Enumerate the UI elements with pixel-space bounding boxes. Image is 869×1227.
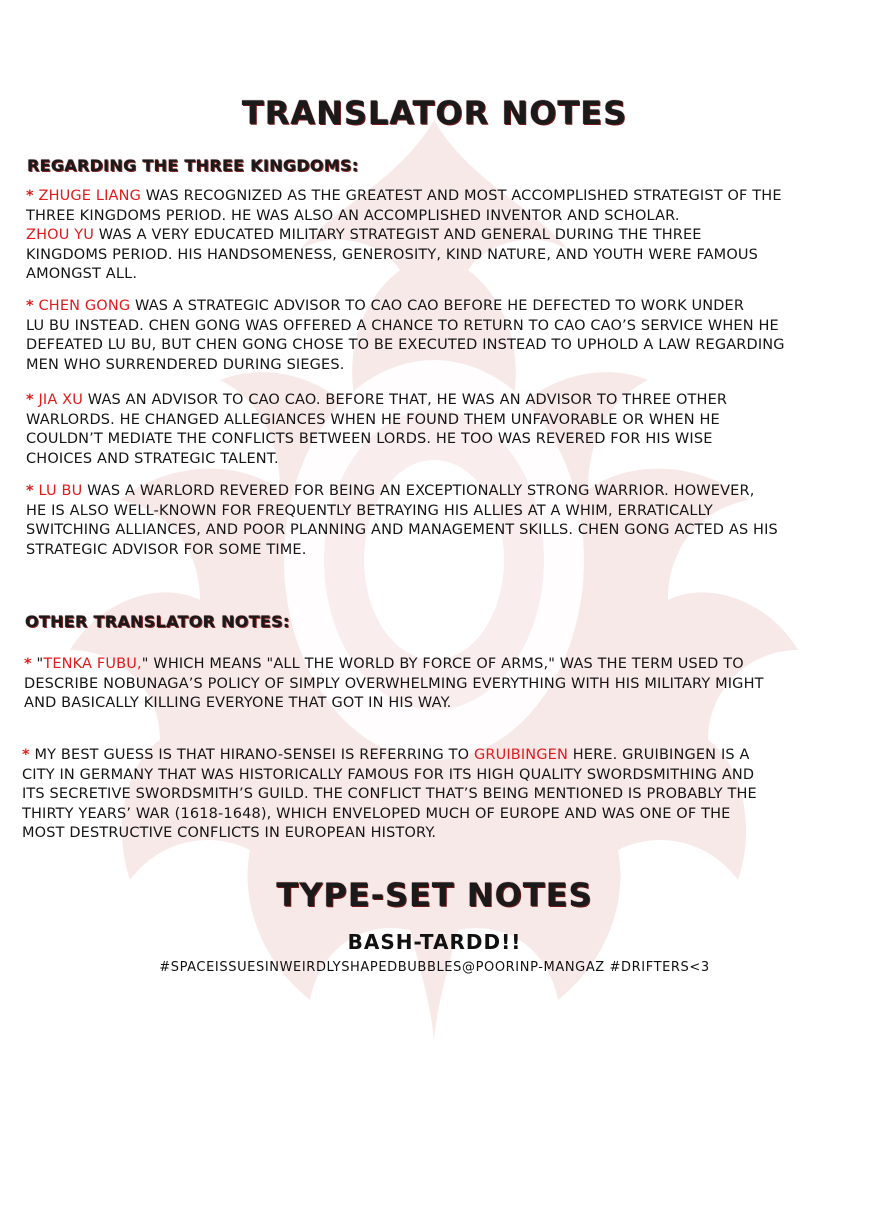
bullet-marker: * [26, 298, 34, 314]
note-text: " [31, 656, 44, 672]
note-text: WAS A WARLORD REVERED FOR BEING AN EXCEPTIONALLY STRONG WARRIOR. HOWEVER, [82, 483, 755, 499]
note-text: ITS SECRETIVE SWORDSMITH’S GUILD. THE CONFLICT THAT’S BEING MENTIONED IS PROBABLY THE [22, 786, 757, 803]
term-chen-gong: CHEN GONG [38, 298, 131, 314]
note-text: THREE KINGDOMS PERIOD. HE WAS ALSO AN ACCOMPLISHED INVENTOR AND SCHOLAR. [26, 207, 680, 224]
note-text: CHOICES AND STRATEGIC TALENT. [26, 450, 279, 467]
term-lu-bu: LU BU [38, 483, 83, 499]
note-text: COULDN’T MEDIATE THE CONFLICTS BETWEEN LORDS. HE TOO WAS REVERED FOR HIS WISE [26, 431, 713, 448]
hashtags: #SPACEISSUESINWEIRDLYSHAPEDBUBBLES@POORINP-MANGAZ #DRIFTERS<3 [159, 960, 710, 975]
note-text: WAS A STRATEGIC ADVISOR TO CAO CAO BEFORE HE DEFECTED TO WORK UNDER [130, 298, 745, 314]
bullet-marker: * [24, 656, 32, 672]
note-text: AMONGST ALL. [26, 266, 138, 283]
typesetter-shout: BASH-TARDD!! [347, 930, 522, 954]
note-text: WAS RECOGNIZED AS THE GREATEST AND MOST ACCOMPLISHED STRATEGIST OF THE [140, 188, 782, 204]
term-zhuge-liang: ZHUGE LIANG [38, 188, 141, 204]
note-text: HE IS ALSO WELL-KNOWN FOR FREQUENTLY BETRAYING HIS ALLIES AT A WHIM, ERRATICALLY [26, 502, 713, 519]
note-gruibingen [22, 746, 852, 844]
note-text: MOST DESTRUCTIVE CONFLICTS IN EUROPEAN HISTORY. [22, 825, 437, 842]
page-title: TRANSLATOR NOTES [241, 94, 628, 132]
note-jia-xu [26, 391, 856, 469]
note-text: HERE. GRUIBINGEN IS A [567, 747, 750, 763]
note-text: DEFEATED LU BU, BUT CHEN GONG CHOSE TO BE EXECUTED INSTEAD TO UPHOLD A LAW REGARDING [26, 337, 785, 354]
note-text: CITY IN GERMANY THAT WAS HISTORICALLY FAMOUS FOR ITS HIGH QUALITY SWORDSMITHING AND [22, 766, 755, 783]
note-text: THIRTY YEARS’ WAR (1618-1648), WHICH ENVELOPED MUCH OF EUROPE AND WAS ONE OF THE [22, 805, 731, 822]
typeset-title: TYPE-SET NOTES [276, 876, 593, 914]
term-jia-xu: JIA XU [38, 392, 84, 408]
note-text: WAS AN ADVISOR TO CAO CAO. BEFORE THAT, HE WAS AN ADVISOR TO THREE OTHER [83, 392, 728, 408]
note-text: STRATEGIC ADVISOR FOR SOME TIME. [26, 541, 307, 558]
term-tenka-fubu: TENKA FUBU, [43, 656, 142, 672]
note-text: KINGDOMS PERIOD. HIS HANDSOMENESS, GENEROSITY, KIND NATURE, AND YOUTH WERE FAMOUS [26, 246, 759, 263]
note-text: MY BEST GUESS IS THAT HIRANO-SENSEI IS REFERRING TO [29, 747, 474, 763]
bullet-marker: * [26, 483, 34, 499]
three-kingdoms-heading: REGARDING THE THREE KINGDOMS: [27, 156, 359, 175]
note-lu-bu [26, 482, 856, 560]
bullet-marker: * [26, 392, 34, 408]
note-tenka-fubu [24, 655, 854, 714]
bullet-marker: * [22, 747, 30, 763]
note-text: WARLORDS. HE CHANGED ALLEGIANCES WHEN HE FOUND THEM UNFAVORABLE OR WHEN HE [26, 411, 720, 428]
note-chen-gong [26, 297, 856, 375]
note-text: SWITCHING ALLIANCES, AND POOR PLANNING AND MANAGEMENT SKILLS. CHEN GONG ACTED AS HIS [26, 522, 778, 539]
bullet-marker: * [26, 188, 34, 204]
note-text: " WHICH MEANS "ALL THE WORLD BY FORCE OF ARMS," WAS THE TERM USED TO [141, 656, 744, 672]
note-text: DESCRIBE NOBUNAGA’S POLICY OF SIMPLY OVERWHELMING EVERYTHING WITH HIS MILITARY MIGHT [24, 675, 764, 692]
term-zhou-yu: ZHOU YU [26, 227, 94, 244]
note-text: LU BU INSTEAD. CHEN GONG WAS OFFERED A CHANCE TO RETURN TO CAO CAO’S SERVICE WHEN HE [26, 317, 779, 334]
note-text: WAS A VERY EDUCATED MILITARY STRATEGIST AND GENERAL DURING THE THREE [94, 227, 702, 244]
note-text: AND BASICALLY KILLING EVERYONE THAT GOT IN HIS WAY. [24, 695, 452, 712]
term-gruibingen: GRUIBINGEN [473, 747, 568, 763]
other-notes-heading: OTHER TRANSLATOR NOTES: [25, 612, 290, 631]
note-text: MEN WHO SURRENDERED DURING SIEGES. [26, 356, 345, 373]
note-zhuge-liang [26, 187, 856, 285]
